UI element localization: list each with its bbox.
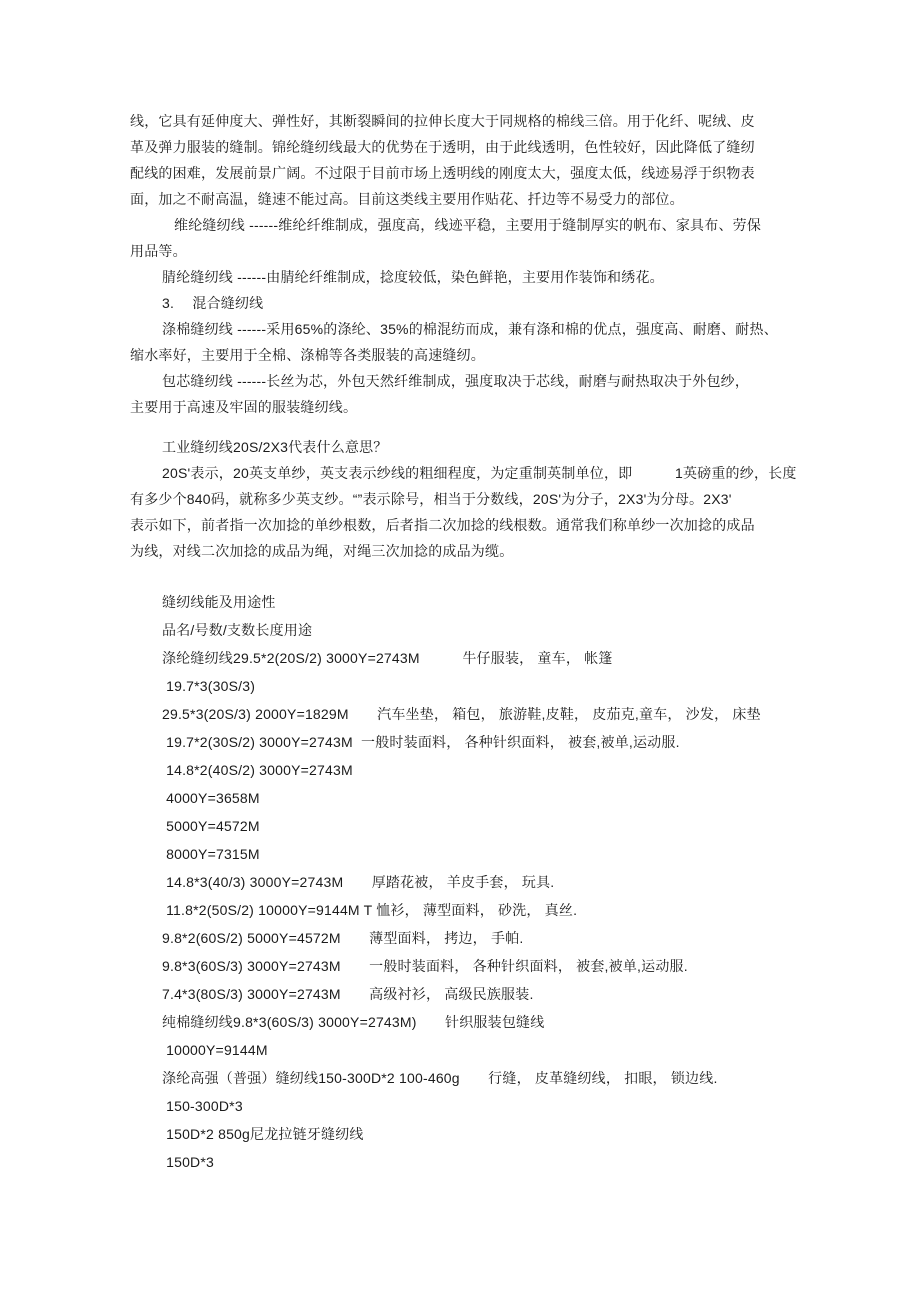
text-line: 纯棉缝纫线9.8*3(60S/3) 3000Y=2743M) 针织服装包缝线 bbox=[162, 1014, 545, 1030]
text-line: 用品等。 bbox=[130, 243, 187, 259]
text-line: 8000Y=7315M bbox=[162, 846, 260, 862]
text-line: 7.4*3(80S/3) 3000Y=2743M 高级衬衫， 高级民族服装. bbox=[162, 986, 534, 1002]
text-line: 缝纫线能及用途性 bbox=[162, 594, 276, 610]
text-line: 14.8*3(40/3) 3000Y=2743M 厚踏花被， 羊皮手套， 玩具. bbox=[162, 874, 555, 890]
text-line: 主要用于高速及牢固的服装缝纫线。 bbox=[130, 399, 358, 415]
text-line: 9.8*3(60S/3) 3000Y=2743M 一般时装面料， 各种针织面料， 被套,被单,运动服. bbox=[162, 958, 688, 974]
text-line: 150D*2 850g尼龙拉链牙缝纫线 bbox=[162, 1126, 364, 1142]
text-line: 配线的困难，发展前景广阔。不过限于目前市场上透明线的刚度太大，强度太低，线迹易浮于织物表 bbox=[130, 165, 755, 181]
text-line: 线，它具有延伸度大、弹性好，其断裂瞬间的拉伸长度大于同规格的棉线三倍。用于化纤、呢绒、皮 bbox=[130, 113, 755, 129]
text-line: 150D*3 bbox=[162, 1154, 214, 1170]
section-gap bbox=[130, 564, 842, 588]
text-line: 10000Y=9144M bbox=[162, 1042, 268, 1058]
text-line: 有多少个840码，就称多少英支纱。“”表示除号，相当于分数线，20S'为分子，2X3'为分母。2X3' bbox=[130, 491, 732, 507]
text-line: 为线，对线二次加捻的成品为绳，对绳三次加捻的成品为缆。 bbox=[130, 543, 514, 559]
text-line: 涤棉缝纫线 ------采用65%的涤纶、35%的棉混纺而成，兼有涤和棉的优点，强度高、耐磨、耐热、 bbox=[162, 321, 778, 337]
text-line: 29.5*3(20S/3) 2000Y=1829M 汽车坐垫， 箱包， 旅游鞋,皮鞋， 皮茄克,童车， 沙发， 床垫 bbox=[162, 706, 761, 722]
text-line: 涤纶高强（普强）缝纫线150-300D*2 100-460g 行缝， 皮革缝纫线， 扣眼， 锁边线. bbox=[162, 1070, 718, 1086]
text-line: 工业缝纫线20S/2X3代表什么意思？ bbox=[162, 439, 388, 455]
text-line: 维纶缝纫线 ------维纶纤维制成，强度高，线迹平稳，主要用于缝制厚实的帆布、家具布、劳保 bbox=[174, 217, 762, 233]
text-line: 19.7*2(30S/2) 3000Y=2743M 一般时装面料， 各种针织面料， 被套,被单,运动服. bbox=[162, 734, 680, 750]
text-line: 包芯缝纫线 ------长丝为芯，外包天然纤维制成，强度取决于芯线，耐磨与耐热取决于外包纱， bbox=[162, 373, 750, 389]
text-line: 11.8*2(50S/2) 10000Y=9144M T 恤衫， 薄型面料， 砂洗， 真丝. bbox=[162, 902, 578, 918]
text-line: 14.8*2(40S/2) 3000Y=2743M bbox=[162, 762, 353, 778]
text-line: 腈纶缝纫线 ------由腈纶纤维制成，捻度较低，染色鲜艳，主要用作装饰和绣花。 bbox=[162, 269, 664, 285]
text-line: 缩水率好，主要用于全棉、涤棉等各类服装的高速缝纫。 bbox=[130, 347, 485, 363]
document-body bbox=[130, 108, 842, 1176]
text-line: 150-300D*3 bbox=[162, 1098, 243, 1114]
text-line: 革及弹力服装的缝制。锦纶缝纫线最大的优势在于透明，由于此线透明，色性较好，因此降低了缝纫 bbox=[130, 139, 755, 155]
section-gap bbox=[130, 420, 842, 434]
text-line: 表示如下，前者指一次加捻的单纱根数，后者指二次加捻的线根数。通常我们称单纱一次加捻的成品 bbox=[130, 517, 755, 533]
text-line: 4000Y=3658M bbox=[162, 790, 260, 806]
text-line: 品名/号数/支数长度用途 bbox=[162, 622, 313, 638]
text-line: 9.8*2(60S/2) 5000Y=4572M 薄型面料， 拷边， 手帕. bbox=[162, 930, 524, 946]
text-line: 涤纶缝纫线29.5*2(20S/2) 3000Y=2743M 牛仔服装， 童车， 帐篷 bbox=[162, 650, 613, 666]
text-line: 面，加之不耐高温，缝速不能过高。目前这类线主要用作贴花、扦边等不易受力的部位。 bbox=[130, 191, 684, 207]
text-line: 5000Y=4572M bbox=[162, 818, 260, 834]
text-line: 3. 混合缝纫线 bbox=[162, 295, 264, 311]
text-line: 20S'表示，20英支单纱，英支表示纱线的粗细程度，为定重制英制单位，即 1英磅重的纱，长度 bbox=[162, 465, 797, 481]
text-line: 19.7*3(30S/3) bbox=[162, 678, 256, 694]
